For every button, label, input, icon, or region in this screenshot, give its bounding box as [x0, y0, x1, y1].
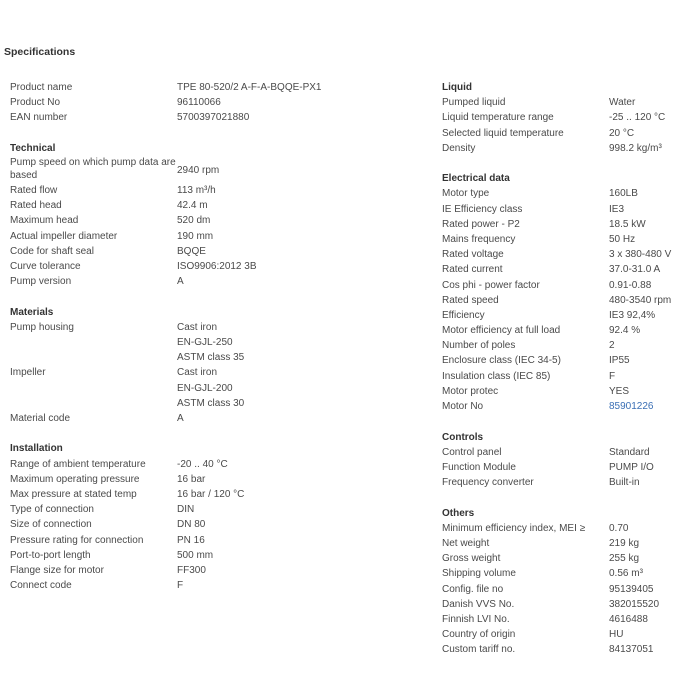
spec-row: [10, 95, 340, 110]
spec-value: 16 bar / 120 °C: [177, 489, 245, 501]
spec-value: 3 x 380-480 V: [609, 249, 672, 261]
spec-values: [177, 110, 340, 125]
spec-label: Motor protec: [442, 385, 499, 397]
spec-values: [609, 597, 700, 612]
spec-row: [10, 213, 340, 228]
spec-values: [609, 232, 700, 247]
spec-row: [442, 186, 700, 201]
spec-values: [609, 369, 700, 384]
spec-row: [10, 487, 340, 502]
spec-values: [609, 217, 700, 232]
spec-values: [177, 183, 340, 198]
spec-values: [609, 612, 700, 627]
spec-value: ASTM class 30: [177, 397, 245, 409]
spec-values: [609, 642, 700, 657]
spec-value: PN 16: [177, 534, 205, 546]
spec-value: ISO9906:2012 3B: [177, 260, 257, 272]
spec-label: Motor No: [442, 401, 484, 413]
spec-values: [609, 247, 700, 262]
spec-values: [177, 198, 340, 213]
spec-label: Shipping volume: [442, 568, 516, 580]
spec-values: [177, 320, 340, 366]
spec-label: Custom tariff no.: [442, 644, 516, 656]
spec-label: Insulation class (IEC 85): [442, 370, 551, 382]
spec-label: Country of origin: [442, 629, 516, 641]
spec-values: [177, 487, 340, 502]
spec-value: IP55: [609, 355, 630, 367]
spec-row: [10, 563, 340, 578]
spec-value: EN-GJL-250: [177, 337, 233, 349]
spec-label: Type of connection: [10, 504, 94, 516]
spec-row: [442, 642, 700, 657]
spec-label: Material code: [10, 412, 71, 424]
spec-value: 190 mm: [177, 230, 214, 242]
spec-row: [10, 320, 340, 366]
spec-values: [609, 582, 700, 597]
spec-value: A: [177, 276, 184, 288]
spec-label: Net weight: [442, 537, 490, 549]
spec-label: Mains frequency: [442, 233, 516, 245]
spec-label: Control panel: [442, 446, 502, 458]
spec-row: [10, 411, 340, 426]
spec-values: [177, 244, 340, 259]
spec-label: Size of connection: [10, 519, 92, 531]
section-general: [10, 80, 340, 126]
spec-label: Pumped liquid: [442, 97, 506, 109]
spec-label: Config. file no: [442, 583, 504, 595]
spec-value: 2940 rpm: [177, 165, 220, 177]
spec-values: [609, 551, 700, 566]
spec-value: 500 mm: [177, 549, 214, 561]
spec-value: ASTM class 35: [177, 352, 245, 364]
spec-value: DN 80: [177, 519, 206, 531]
spec-value: 0.70: [609, 522, 629, 534]
spec-label: Range of ambient temperature: [10, 458, 146, 470]
spec-values: [609, 475, 700, 490]
spec-value: 37.0-31.0 A: [609, 264, 661, 276]
spec-row: [442, 353, 700, 368]
spec-value: 42.4 m: [177, 200, 208, 212]
spec-value: 219 kg: [609, 537, 640, 549]
spec-label: Impeller: [10, 367, 46, 379]
spec-value: TPE 80-520/2 A-F-A-BQQE-PX1: [177, 82, 322, 93]
spec-values: [609, 110, 700, 125]
spec-value: 95139405: [609, 583, 654, 595]
spec-value: FF300: [177, 564, 206, 576]
spec-values: [609, 338, 700, 353]
spec-values: [609, 353, 700, 368]
spec-label: Rated head: [10, 200, 62, 212]
spec-label: Selected liquid temperature: [442, 127, 564, 139]
spec-label: Motor type: [442, 188, 490, 200]
spec-row: [10, 517, 340, 532]
spec-row: [10, 365, 340, 411]
spec-label: Flange size for motor: [10, 564, 104, 576]
spec-values: [609, 293, 700, 308]
spec-values: [177, 533, 340, 548]
spec-row: [442, 278, 700, 293]
spec-row: [10, 533, 340, 548]
section-title: Controls: [442, 431, 484, 443]
spec-row: [10, 80, 340, 95]
spec-label: IE Efficiency class: [442, 203, 523, 215]
spec-value-link[interactable]: 85901226: [609, 401, 654, 413]
spec-value: 5700397021880: [177, 112, 250, 124]
spec-values: [609, 95, 700, 110]
spec-label: Product No: [10, 97, 61, 109]
spec-value: HU: [609, 629, 624, 641]
spec-value: -20 .. 40 °C: [177, 458, 228, 470]
spec-row: [10, 244, 340, 259]
spec-value: IE3 92,4%: [609, 309, 656, 321]
spec-row: [442, 217, 700, 232]
spec-values: [177, 578, 340, 593]
spec-row: [442, 293, 700, 308]
spec-row: [10, 259, 340, 274]
spec-row: [442, 536, 700, 551]
spec-row: [442, 384, 700, 399]
spec-label: Minimum efficiency index, MEI ≥: [442, 522, 586, 534]
spec-label: Product name: [10, 82, 73, 93]
section-liquid: [442, 80, 700, 156]
spec-label: Port-to-port length: [10, 549, 91, 561]
spec-row: [442, 612, 700, 627]
spec-values: [609, 536, 700, 551]
spec-values: [177, 213, 340, 228]
spec-values: [609, 262, 700, 277]
spec-label: Finnish LVI No.: [442, 613, 510, 625]
spec-row: [442, 566, 700, 581]
spec-row: [10, 229, 340, 244]
spec-value: 50 Hz: [609, 233, 636, 245]
spec-row: [10, 548, 340, 563]
spec-values: [177, 365, 340, 411]
spec-row: [442, 323, 700, 338]
spec-values: [177, 411, 340, 426]
spec-row: [442, 627, 700, 642]
spec-label: Pump housing: [10, 321, 74, 333]
spec-value: 18.5 kW: [609, 218, 646, 230]
spec-value: 84137051: [609, 644, 654, 656]
section-title: Electrical data: [442, 173, 510, 185]
spec-values: [177, 472, 340, 487]
spec-row: [442, 141, 700, 156]
spec-value: 96110066: [177, 97, 221, 109]
spec-value: 382015520: [609, 598, 660, 610]
spec-values: [177, 156, 340, 178]
spec-row: [442, 597, 700, 612]
spec-row: [442, 369, 700, 384]
page-title: Specifications: [4, 46, 76, 58]
spec-row: [442, 475, 700, 490]
spec-label: Maximum head: [10, 215, 79, 227]
spec-value: Built-in: [609, 477, 640, 489]
spec-row: [442, 338, 700, 353]
section-title: Others: [442, 507, 475, 519]
spec-label: Efficiency: [442, 309, 485, 321]
spec-row: [442, 551, 700, 566]
spec-values: [609, 141, 700, 156]
spec-values: [609, 323, 700, 338]
spec-value: Standard: [609, 446, 650, 458]
spec-label: Actual impeller diameter: [10, 230, 118, 242]
spec-values: [609, 202, 700, 217]
spec-value: F: [609, 370, 616, 382]
spec-value: 998.2 kg/m³: [609, 142, 662, 154]
spec-value: 16 bar: [177, 473, 206, 485]
spec-values: [609, 460, 700, 475]
spec-values: [609, 308, 700, 323]
section-technical: [10, 141, 340, 290]
spec-row: [442, 521, 700, 536]
spec-label: Motor efficiency at full load: [442, 325, 561, 337]
spec-value: Cast iron: [177, 367, 218, 379]
spec-values: [177, 95, 340, 110]
spec-values: [609, 399, 700, 414]
spec-values: [177, 274, 340, 289]
spec-value: Water: [609, 97, 636, 109]
spec-value: 92.4 %: [609, 325, 641, 337]
spec-label: Maximum operating pressure: [10, 473, 140, 485]
spec-label: Frequency converter: [442, 477, 534, 489]
section-materials: [10, 305, 340, 427]
spec-values: [609, 566, 700, 581]
spec-value: 113 m³/h: [177, 185, 216, 197]
spec-values: [609, 445, 700, 460]
spec-value: 0.91-0.88: [609, 279, 652, 291]
spec-label: Connect code: [10, 580, 72, 592]
spec-row: [10, 156, 340, 183]
spec-value: 520 dm: [177, 215, 211, 227]
spec-values: [609, 627, 700, 642]
spec-label: Rated current: [442, 264, 503, 276]
spec-row: [442, 445, 700, 460]
section-title: Liquid: [442, 82, 472, 93]
spec-value: EN-GJL-200: [177, 382, 233, 394]
spec-label: Rated power - P2: [442, 218, 520, 230]
spec-values: [177, 259, 340, 274]
spec-label: Rated voltage: [442, 249, 504, 261]
spec-values: [609, 521, 700, 536]
spec-value: IE3: [609, 203, 625, 215]
spec-value: F: [177, 580, 184, 592]
spec-row: [10, 472, 340, 487]
spec-label: Pump speed on which pump data are based: [10, 157, 176, 182]
spec-label: Pressure rating for connection: [10, 534, 144, 546]
spec-row: [10, 198, 340, 213]
spec-value: 4616488: [609, 613, 648, 625]
spec-row: [10, 578, 340, 593]
spec-row: [442, 202, 700, 217]
spec-values: [609, 278, 700, 293]
section-installation: [10, 441, 340, 593]
spec-row: [10, 274, 340, 289]
left-column: [10, 80, 340, 609]
spec-label: Code for shaft seal: [10, 245, 94, 257]
spec-row: [442, 399, 700, 414]
spec-row: [442, 582, 700, 597]
spec-value: -25 .. 120 °C: [609, 112, 666, 124]
right-column: [442, 80, 700, 673]
spec-value: 2: [609, 340, 615, 352]
spec-row: [442, 110, 700, 125]
spec-label: Gross weight: [442, 553, 501, 565]
spec-value: BQQE: [177, 245, 206, 257]
section-title: Materials: [10, 306, 54, 318]
spec-values: [177, 229, 340, 244]
spec-label: Pump version: [10, 276, 72, 288]
spec-label: Rated flow: [10, 185, 58, 197]
spec-label: Function Module: [442, 461, 516, 473]
section-title: Technical: [10, 142, 56, 154]
spec-value: A: [177, 412, 184, 424]
spec-value: YES: [609, 385, 630, 397]
spec-label: Enclosure class (IEC 34-5): [442, 355, 561, 367]
spec-value: PUMP I/O: [609, 461, 654, 473]
spec-label: Max pressure at stated temp: [10, 489, 137, 501]
spec-row: [10, 457, 340, 472]
spec-label: Cos phi - power factor: [442, 279, 540, 291]
spec-label: Rated speed: [442, 294, 499, 306]
spec-row: [442, 247, 700, 262]
spec-row: [442, 308, 700, 323]
spec-values: [177, 502, 340, 517]
spec-values: [177, 548, 340, 563]
spec-value: 20 °C: [609, 127, 635, 139]
section-controls: [442, 430, 700, 491]
spec-value: DIN: [177, 504, 195, 516]
spec-row: [442, 232, 700, 247]
spec-label: Number of poles: [442, 340, 516, 352]
spec-values: [177, 517, 340, 532]
spec-label: Curve tolerance: [10, 260, 81, 272]
spec-value: 255 kg: [609, 553, 640, 565]
spec-values: [609, 126, 700, 141]
spec-label: EAN number: [10, 112, 68, 124]
spec-values: [177, 457, 340, 472]
spec-row: [10, 183, 340, 198]
spec-values: [177, 80, 340, 95]
spec-row: [442, 262, 700, 277]
section-others: [442, 506, 700, 658]
spec-value: 0.56 m³: [609, 568, 643, 580]
spec-label: Density: [442, 142, 476, 154]
spec-row: [442, 126, 700, 141]
spec-value: 480-3540 rpm: [609, 294, 672, 306]
spec-row: [10, 110, 340, 125]
spec-values: [609, 186, 700, 201]
spec-row: [442, 460, 700, 475]
spec-values: [177, 563, 340, 578]
spec-row: [10, 502, 340, 517]
spec-values: [609, 384, 700, 399]
spec-label: Liquid temperature range: [442, 112, 554, 124]
spec-value: Cast iron: [177, 321, 218, 333]
spec-label: Danish VVS No.: [442, 598, 515, 610]
spec-row: [442, 95, 700, 110]
section-title: Installation: [10, 443, 63, 455]
spec-value: 160LB: [609, 188, 638, 200]
section-electrical: [442, 171, 700, 414]
